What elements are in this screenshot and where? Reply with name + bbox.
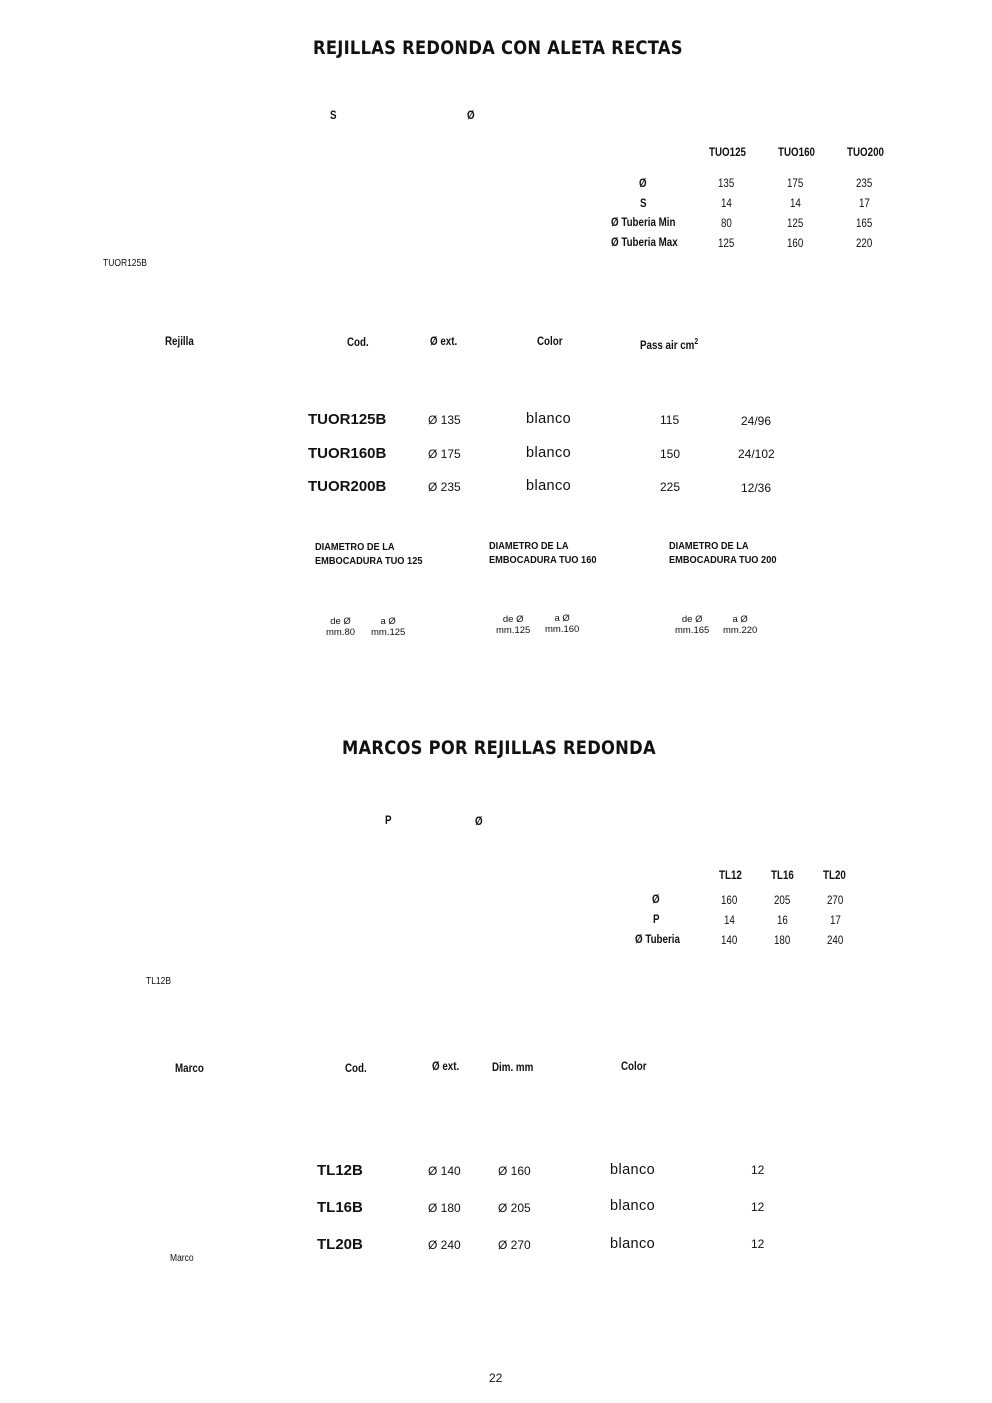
cell-pass: 150: [660, 447, 681, 461]
cell-dim: Ø 205: [498, 1201, 531, 1215]
range-text: a Ø: [380, 616, 396, 627]
spec-cell: 270: [827, 895, 844, 907]
cell-pack: 12/36: [741, 481, 772, 495]
spec-cell: 16: [777, 915, 788, 927]
spec-cell: 17: [859, 198, 870, 210]
range-to: [545, 613, 579, 635]
table-header-item: Rejilla: [165, 336, 194, 348]
cell-cod: TL12B: [317, 1162, 363, 1179]
cell-cod: TUOR200B: [308, 478, 387, 495]
cell-color: blanco: [610, 1162, 656, 1178]
cell-pack: 24/102: [738, 447, 775, 461]
range-from: [496, 614, 530, 636]
range-from: [326, 616, 355, 638]
range-text: de Ø: [502, 614, 524, 625]
cell-pass: 225: [660, 480, 681, 494]
spec-row-label: P: [653, 914, 660, 926]
note-line: EMBOCADURA TUO 200: [669, 554, 777, 566]
pass-label: Pass air cm: [640, 339, 695, 352]
cell-dim: Ø 270: [498, 1238, 531, 1252]
spec-row-label: S: [640, 198, 647, 210]
cell-pack: 12: [751, 1237, 765, 1251]
spec-cell: 140: [721, 935, 738, 947]
spec-cell: 220: [856, 238, 873, 250]
page-number: 22: [489, 1371, 503, 1385]
product-label: TL12B: [146, 976, 172, 987]
cell-color: blanco: [526, 411, 572, 427]
spec-cell: 125: [718, 238, 735, 250]
cell-pack: 12: [751, 1163, 765, 1177]
section2-title: MARCOS POR REJILLAS REDONDA: [342, 737, 656, 759]
range-text: de Ø: [330, 616, 351, 627]
spec-column-header: TL16: [771, 870, 794, 882]
spec-column-header: TL20: [823, 870, 846, 882]
spec-column-header: TUO125: [709, 147, 746, 159]
note-line: DIAMETRO DE LA: [489, 540, 569, 552]
note-line: EMBOCADURA TUO 160: [489, 554, 597, 566]
range-from: [675, 614, 709, 636]
range-text: a Ø: [554, 613, 570, 624]
spec-column-header: TL12: [719, 870, 742, 882]
range-text: mm.220: [723, 625, 758, 636]
cell-ext: Ø 235: [428, 480, 461, 494]
diagram-label-diameter: Ø: [467, 110, 475, 122]
spec-cell: 240: [827, 935, 844, 947]
spec-cell: 205: [774, 895, 791, 907]
range-text: a Ø: [732, 614, 748, 625]
cell-cod: TL16B: [317, 1199, 363, 1216]
spec-row-label: Ø: [639, 178, 647, 190]
cell-pass: 115: [660, 413, 680, 427]
range-to: [723, 614, 757, 636]
diagram-label-p: P: [385, 815, 392, 827]
spec-cell: 165: [856, 218, 873, 230]
spec-cell: 235: [856, 178, 873, 190]
cell-cod: TUOR125B: [308, 411, 387, 428]
range-text: mm.160: [545, 624, 580, 635]
cell-ext: Ø 135: [428, 413, 461, 427]
section1-title: REJILLAS REDONDA CON ALETA RECTAS: [313, 37, 683, 59]
note-line: DIAMETRO DE LA: [669, 540, 749, 552]
cell-color: blanco: [610, 1236, 656, 1252]
cell-dim: Ø 160: [498, 1164, 531, 1178]
diagram-label-diameter: Ø: [475, 816, 483, 828]
spec-column-header: TUO200: [847, 147, 884, 159]
spec-cell: 14: [724, 915, 735, 927]
spec-cell: 160: [721, 895, 738, 907]
spec-cell: 135: [718, 178, 735, 190]
table-header-color: Color: [537, 336, 563, 348]
range-text: mm.80: [326, 627, 356, 638]
product-label: TUOR125B: [103, 258, 147, 269]
table-header-cod: Cod.: [347, 337, 369, 349]
diagram-label-s: S: [330, 110, 337, 122]
spec-row-label: Ø Tuberia Max: [611, 237, 678, 249]
cell-cod: TL20B: [317, 1236, 363, 1253]
spec-row-label: Ø Tuberia: [635, 934, 680, 946]
range-text: mm.165: [675, 625, 710, 636]
marco-label: Marco: [170, 1253, 194, 1264]
spec-cell: 14: [790, 198, 801, 210]
cell-ext: Ø 140: [428, 1164, 461, 1178]
range-text: de Ø: [681, 614, 703, 625]
spec-row-label: Ø Tuberia Min: [611, 217, 676, 229]
cell-color: blanco: [526, 445, 572, 461]
range-text: mm.125: [496, 625, 531, 636]
cell-pack: 12: [751, 1200, 765, 1214]
range-to: [371, 616, 405, 638]
pass-superscript: 2: [694, 337, 699, 346]
table-header-ext: Ø ext.: [430, 336, 458, 348]
cell-pack: 24/96: [741, 414, 772, 428]
embocadura-note: [315, 540, 447, 568]
range-text: mm.125: [371, 627, 406, 638]
table-header-ext: Ø ext.: [432, 1061, 460, 1073]
note-line: DIAMETRO DE LA: [315, 541, 395, 553]
note-line: EMBOCADURA TUO 125: [315, 555, 423, 567]
spec-cell: 160: [787, 238, 804, 250]
spec-cell: 14: [721, 198, 732, 210]
spec-cell: 17: [830, 915, 841, 927]
spec-row-label: Ø: [652, 894, 660, 906]
cell-ext: Ø 240: [428, 1238, 461, 1252]
cell-cod: TUOR160B: [308, 445, 387, 462]
spec-cell: 175: [787, 178, 804, 190]
cell-ext: Ø 175: [428, 447, 461, 461]
spec-column-header: TUO160: [778, 147, 815, 159]
table-header-item: Marco: [175, 1063, 204, 1075]
table-header-dim: Dim. mm: [492, 1062, 534, 1074]
table-header-pass: [640, 337, 698, 352]
spec-cell: 180: [774, 935, 791, 947]
cell-color: blanco: [610, 1198, 656, 1214]
embocadura-note: [669, 539, 801, 567]
table-header-color: Color: [621, 1061, 647, 1073]
cell-color: blanco: [526, 478, 572, 494]
spec-cell: 80: [721, 218, 732, 230]
embocadura-note: [489, 539, 621, 567]
cell-ext: Ø 180: [428, 1201, 461, 1215]
spec-cell: 125: [787, 218, 804, 230]
table-header-cod: Cod.: [345, 1063, 367, 1075]
